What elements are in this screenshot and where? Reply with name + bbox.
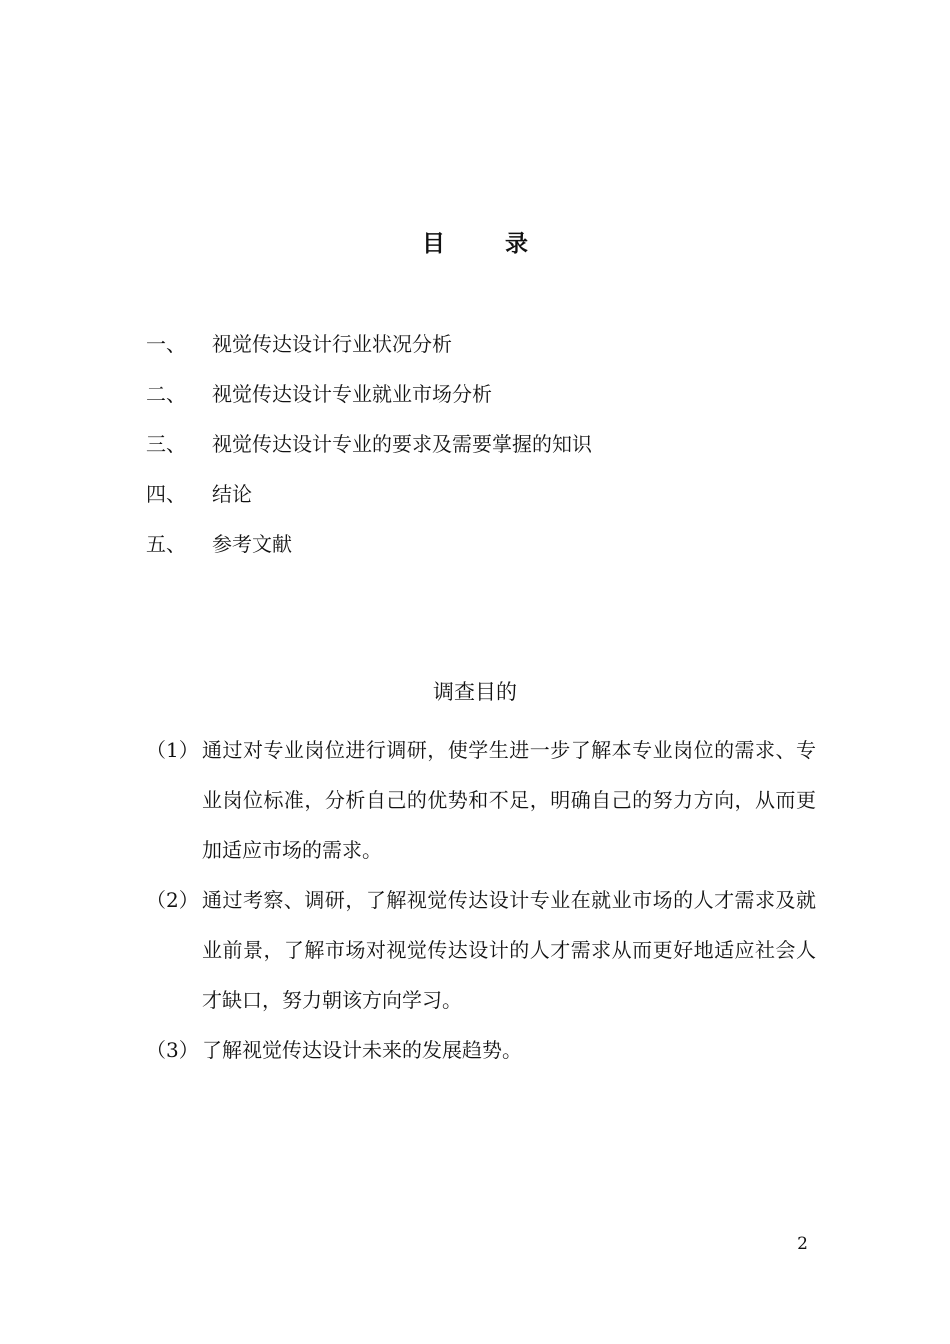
purpose-item: [146, 875, 816, 1025]
toc-list: [146, 326, 846, 576]
purpose-item-text: 通过对专业岗位进行调研，使学生进一步了解本专业岗位的需求、专业岗位标准，分析自己的优势和不足，明确自己的努力方向，从而更加适应市场的需求。: [202, 738, 816, 862]
purpose-item-text: 通过考察、调研，了解视觉传达设计专业在就业市场的人才需求及就业前景，了解市场对视觉传达设计的人才需求从而更好地适应社会人才缺口，努力朝该方向学习。: [202, 888, 816, 1012]
purpose-title: 调查目的: [433, 680, 517, 704]
toc-item: [146, 426, 846, 476]
toc-item-number: 一、: [146, 332, 186, 356]
page-number: 2: [797, 1234, 808, 1254]
purpose-item: [146, 725, 816, 875]
toc-item-label: 视觉传达设计专业的要求及需要掌握的知识: [212, 432, 592, 456]
toc-item-label: 视觉传达设计行业状况分析: [212, 332, 452, 356]
toc-item-number: 三、: [146, 432, 186, 456]
purpose-item-number: （3）: [146, 1038, 199, 1062]
toc-item-number: 二、: [146, 382, 186, 406]
toc-title: 目 录: [421, 230, 554, 257]
purpose-item-text: 了解视觉传达设计未来的发展趋势。: [202, 1038, 522, 1062]
toc-item-label: 参考文献: [212, 532, 292, 556]
toc-item-label: 结论: [212, 482, 252, 506]
toc-item-number: 五、: [146, 532, 186, 556]
toc-item: [146, 526, 846, 576]
purpose-item-number: （1）: [146, 738, 199, 762]
toc-item: [146, 326, 846, 376]
purpose-item: [146, 1025, 816, 1075]
toc-item-number: 四、: [146, 482, 186, 506]
toc-item-label: 视觉传达设计专业就业市场分析: [212, 382, 492, 406]
purpose-item-number: （2）: [146, 888, 199, 912]
toc-item: [146, 476, 846, 526]
toc-item: [146, 376, 846, 426]
purpose-list: [146, 725, 816, 1075]
